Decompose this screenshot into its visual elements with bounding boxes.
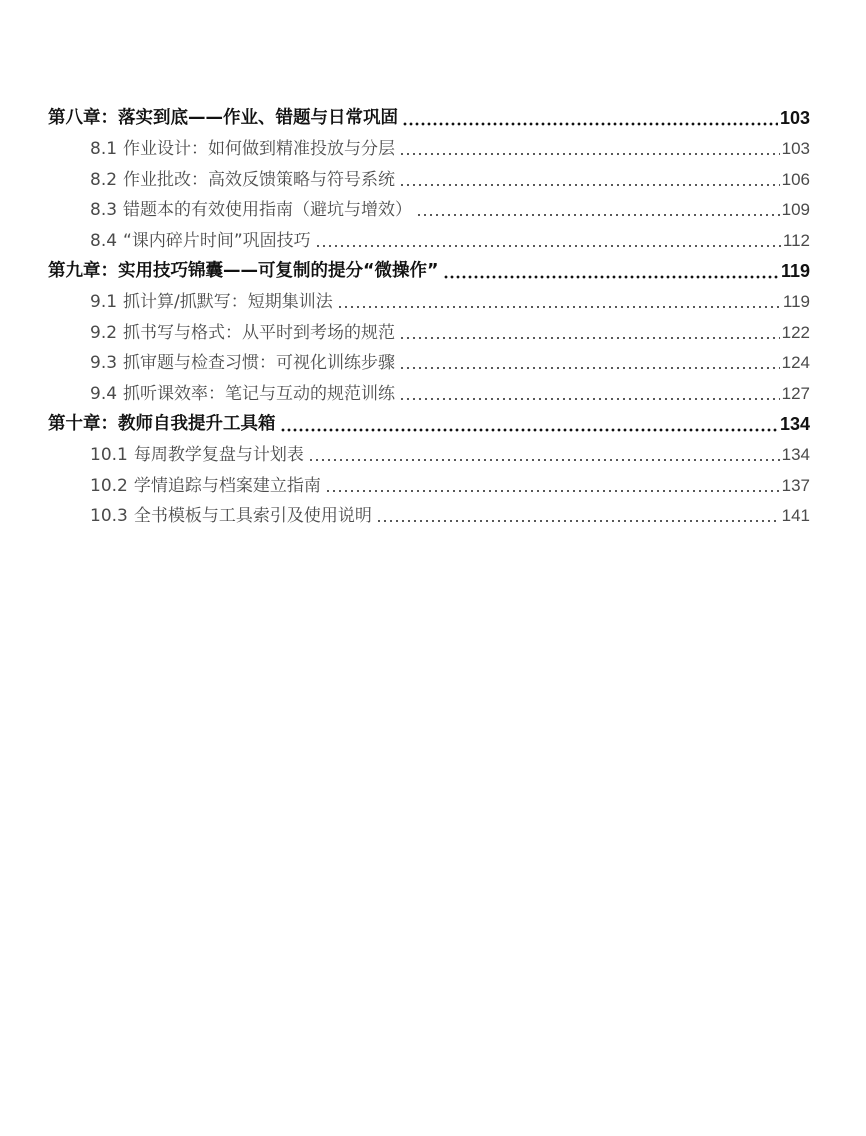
toc-page-number: 106 bbox=[781, 169, 810, 189]
toc-page-number: 122 bbox=[781, 322, 810, 342]
toc-entry-title bbox=[90, 134, 395, 163]
toc-page-number: 124 bbox=[781, 353, 810, 373]
toc-page-number: 103 bbox=[781, 139, 810, 159]
toc-entry-title bbox=[90, 318, 395, 347]
toc-dot-leader bbox=[376, 519, 780, 523]
toc-dot-leader bbox=[416, 213, 780, 217]
toc-page-number: 134 bbox=[779, 413, 810, 434]
toc-section-title: 抓审题与检查习惯：可视化训练步骤 bbox=[123, 353, 396, 374]
toc-dot-leader bbox=[399, 336, 780, 340]
toc-section-number: 8.3 bbox=[90, 200, 118, 221]
toc-page-number: 127 bbox=[781, 383, 810, 403]
toc-section-title: “课内碎片时间”巩固技巧 bbox=[123, 230, 311, 251]
toc-page-number: 134 bbox=[781, 445, 810, 465]
toc-entry-title bbox=[90, 501, 372, 530]
toc-entry-title: 第九章：实用技巧锦囊——可复制的提分“微操作” bbox=[48, 260, 439, 281]
toc-dot-leader bbox=[399, 397, 780, 401]
toc-dot-leader bbox=[399, 366, 780, 370]
toc-section-number: 9.4 bbox=[90, 383, 118, 404]
toc-section-8-2[interactable] bbox=[48, 163, 810, 194]
toc-entry-title bbox=[90, 348, 395, 377]
toc-section-10-3[interactable] bbox=[48, 500, 810, 531]
toc-entry-title bbox=[90, 165, 395, 194]
toc-section-number: 9.1 bbox=[90, 292, 118, 313]
toc-section-title: 全书模板与工具索引及使用说明 bbox=[133, 506, 372, 527]
toc-page-number: 109 bbox=[781, 200, 810, 220]
toc-section-9-2[interactable] bbox=[48, 316, 810, 347]
toc-chapter-8[interactable] bbox=[48, 102, 810, 133]
toc-section-10-1[interactable] bbox=[48, 439, 810, 470]
toc-dot-leader bbox=[308, 458, 780, 462]
toc-dot-leader bbox=[337, 305, 781, 309]
table-of-contents bbox=[48, 102, 810, 530]
toc-dot-leader bbox=[399, 183, 780, 187]
toc-section-8-3[interactable] bbox=[48, 194, 810, 225]
toc-section-9-3[interactable] bbox=[48, 347, 810, 378]
toc-entry-title bbox=[90, 471, 321, 500]
toc-dot-leader bbox=[402, 122, 778, 126]
toc-page-number: 119 bbox=[782, 292, 810, 312]
toc-page-number: 137 bbox=[781, 475, 810, 495]
toc-section-9-4[interactable] bbox=[48, 377, 810, 408]
toc-entry-title bbox=[90, 195, 412, 224]
toc-dot-leader bbox=[443, 275, 779, 279]
toc-entry-title bbox=[90, 440, 304, 469]
toc-dot-leader bbox=[399, 152, 780, 156]
toc-section-8-1[interactable] bbox=[48, 133, 810, 164]
toc-section-number: 8.1 bbox=[90, 139, 118, 160]
toc-page-number: 103 bbox=[779, 107, 810, 128]
toc-page-number: 119 bbox=[780, 260, 810, 281]
toc-section-title: 学情追踪与档案建立指南 bbox=[133, 475, 321, 496]
toc-section-number: 10.3 bbox=[90, 506, 128, 527]
toc-section-title: 每周教学复盘与计划表 bbox=[133, 445, 304, 466]
toc-section-number: 10.1 bbox=[90, 445, 128, 466]
toc-page-number: 141 bbox=[781, 506, 810, 526]
toc-section-number: 8.2 bbox=[90, 169, 118, 190]
toc-dot-leader bbox=[325, 489, 780, 493]
toc-chapter-9[interactable] bbox=[48, 255, 810, 286]
toc-section-title: 抓计算/抓默写：短期集训法 bbox=[123, 292, 333, 313]
toc-entry-title: 第十章：教师自我提升工具箱 bbox=[48, 413, 276, 434]
toc-section-title: 错题本的有效使用指南（避坑与增效） bbox=[123, 200, 413, 221]
toc-section-title: 抓听课效率：笔记与互动的规范训练 bbox=[123, 383, 396, 404]
toc-section-8-4[interactable] bbox=[48, 224, 810, 255]
toc-page-number: 112 bbox=[782, 230, 810, 250]
toc-entry-title bbox=[90, 226, 311, 255]
toc-entry-title bbox=[90, 379, 395, 408]
toc-dot-leader bbox=[280, 428, 778, 432]
toc-section-number: 10.2 bbox=[90, 475, 128, 496]
toc-chapter-10[interactable] bbox=[48, 408, 810, 439]
toc-section-number: 9.3 bbox=[90, 353, 118, 374]
toc-entry-title bbox=[90, 287, 333, 316]
toc-section-title: 作业批改：高效反馈策略与符号系统 bbox=[123, 169, 396, 190]
toc-section-title: 作业设计：如何做到精准投放与分层 bbox=[123, 139, 396, 160]
toc-section-title: 抓书写与格式：从平时到考场的规范 bbox=[123, 322, 396, 343]
toc-section-10-2[interactable] bbox=[48, 469, 810, 500]
toc-section-9-1[interactable] bbox=[48, 286, 810, 317]
toc-entry-title: 第八章：落实到底——作业、错题与日常巩固 bbox=[48, 107, 398, 128]
toc-section-number: 9.2 bbox=[90, 322, 118, 343]
toc-section-number: 8.4 bbox=[90, 230, 118, 251]
toc-dot-leader bbox=[315, 244, 781, 248]
